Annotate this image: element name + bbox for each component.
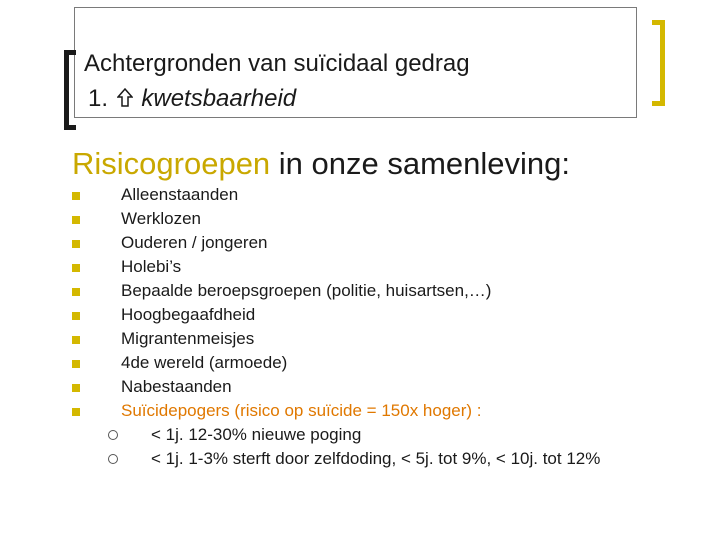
square-bullet-icon [72, 384, 80, 392]
slide-title: Achtergronden van suïcidaal gedrag [84, 50, 470, 77]
square-bullet-icon [72, 264, 80, 272]
section-heading [72, 146, 570, 182]
circle-bullet-icon [108, 454, 118, 464]
square-bullet-icon [72, 408, 80, 416]
title-keyword: kwetsbaarheid [141, 85, 297, 112]
square-bullet-icon [72, 312, 80, 320]
heading-highlight: Risicogroepen [72, 146, 271, 181]
slide-title-line2 [88, 85, 296, 115]
right-bracket-decoration [652, 20, 665, 106]
title-prefix: 1. [88, 85, 109, 112]
square-bullet-icon [72, 360, 80, 368]
circle-bullet-icon [108, 430, 118, 440]
up-arrow-icon [117, 87, 133, 115]
left-bracket-decoration [64, 50, 76, 130]
square-bullet-icon [72, 216, 80, 224]
square-bullet-icon [72, 192, 80, 200]
heading-rest: in onze samenleving: [270, 146, 571, 181]
square-bullet-icon [72, 336, 80, 344]
square-bullet-icon [72, 240, 80, 248]
square-bullet-icon [72, 288, 80, 296]
